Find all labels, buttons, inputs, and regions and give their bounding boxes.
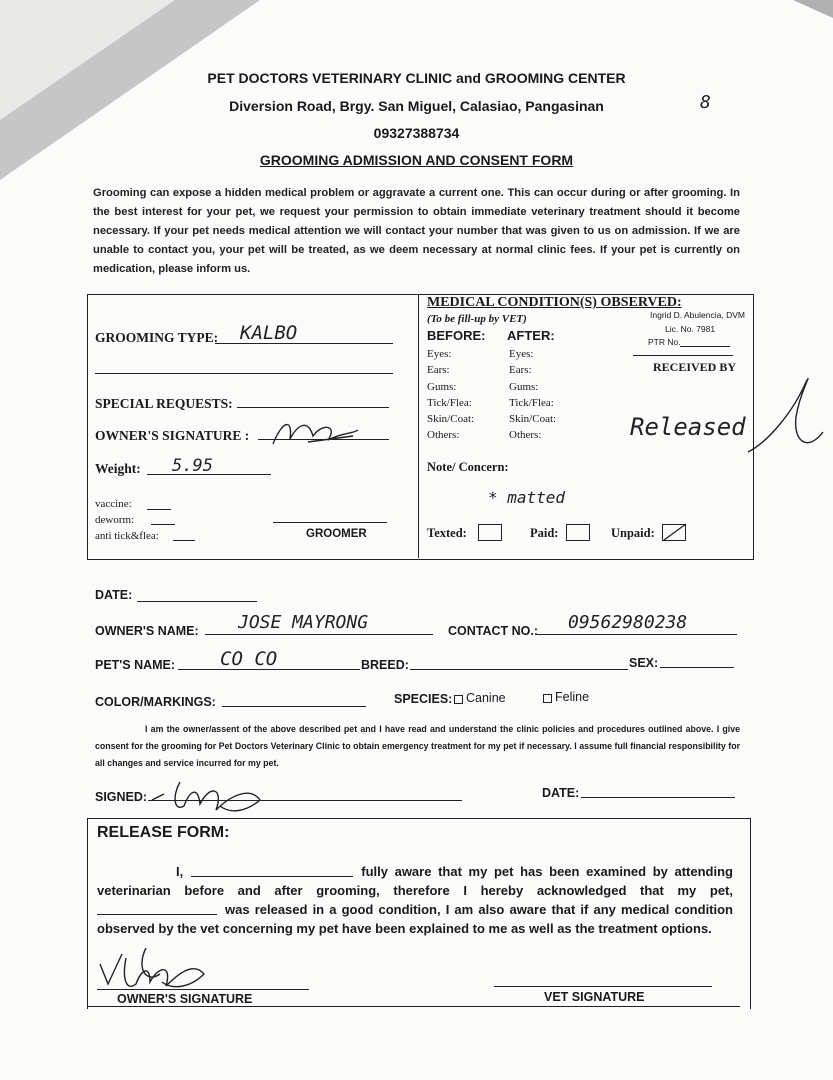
release-i: I, (176, 864, 184, 879)
owner-sig-line[interactable] (97, 989, 309, 990)
received-line (633, 355, 733, 356)
anti-tick-line[interactable] (173, 540, 195, 541)
release-line-2: veterinarian before and after grooming, therefore I hereby acknowledged that my pet, (97, 883, 733, 898)
deworm-label: deworm: (95, 514, 135, 526)
owner-signature-mark (268, 414, 364, 450)
release-line1-text: fully aware that my pet has been examined by attending (361, 864, 733, 879)
clinic-address: Diversion Road, Brgy. San Miguel, Calasiao, Pangasinan (229, 98, 604, 114)
paid-checkbox[interactable] (566, 524, 590, 541)
before-skin[interactable]: Skin/Coat: (427, 413, 475, 426)
groomer-label: GROOMER (306, 528, 367, 540)
sex-label: SEX: (629, 656, 659, 670)
release-line-4: observed by the vet concerning my pet have been explained to me as well as the treatment options. (97, 921, 712, 936)
unpaid-check-mark (662, 522, 688, 542)
date2-line[interactable] (581, 797, 735, 798)
release-line3-text: was released in a good condition, I am also aware that if any medical condition (225, 902, 733, 917)
canine-checkbox[interactable] (454, 695, 463, 704)
date-line[interactable] (137, 601, 257, 602)
breed-label: BREED: (361, 658, 409, 672)
owner-name-value[interactable]: JOSE MAYRONG (238, 612, 369, 633)
after-gums[interactable]: Gums: (509, 380, 539, 393)
vet-sig-label: VET SIGNATURE (544, 990, 645, 1004)
weight-label: Weight: (95, 461, 141, 476)
special-requests-line[interactable] (237, 407, 389, 408)
vet-ptr: PTR No. (648, 337, 681, 347)
before-ears[interactable]: Ears: (427, 364, 450, 377)
grooming-type-value[interactable]: KALBO (240, 322, 298, 344)
date-label: DATE: (95, 588, 133, 602)
sex-line[interactable] (660, 667, 734, 668)
before-tick[interactable]: Tick/Flea: (427, 396, 472, 409)
feline-checkbox[interactable] (543, 694, 552, 703)
release-line-1 (97, 862, 733, 881)
grooming-type-label: GROOMING TYPE: (95, 330, 219, 345)
after-ears[interactable]: Ears: (509, 364, 532, 377)
before-eyes[interactable]: Eyes: (427, 348, 452, 360)
owner-name-label: OWNER'S NAME: (95, 624, 199, 638)
note-value[interactable]: * matted (488, 488, 566, 507)
after-others[interactable]: Others: (509, 429, 542, 442)
contact-line[interactable] (537, 634, 737, 635)
page-mark: 8 (700, 92, 711, 113)
after-eyes[interactable]: Eyes: (509, 348, 534, 360)
breed-line[interactable] (410, 669, 628, 670)
received-flourish (738, 372, 828, 464)
pet-name-label: PET'S NAME: (95, 658, 176, 672)
vet-name: Ingrid D. Abulencia, DVM (650, 310, 745, 320)
release-line-3 (97, 900, 733, 919)
unpaid-label: Unpaid: (611, 526, 655, 540)
received-signature: Released (630, 413, 746, 441)
before-others[interactable]: Others: (427, 429, 460, 442)
vaccine-line[interactable] (147, 509, 171, 510)
before-gums[interactable]: Gums: (427, 380, 457, 393)
contact-label: CONTACT NO.: (448, 624, 539, 638)
groomer-line[interactable] (273, 522, 387, 523)
signed-signature-mark (150, 776, 274, 818)
owner-sig-label: OWNER'S SIGNATURE (117, 992, 253, 1006)
pet-name-value[interactable]: CO CO (220, 648, 278, 670)
form-title: GROOMING ADMISSION AND CONSENT FORM (259, 152, 574, 168)
ptr-line (680, 346, 730, 347)
clinic-name: PET DOCTORS VETERINARY CLINIC and GROOMING CENTER (207, 70, 626, 86)
after-skin[interactable]: Skin/Coat: (509, 413, 557, 426)
color-label: COLOR/MARKINGS: (95, 695, 216, 709)
release-bottom-line (87, 1006, 740, 1007)
intro-paragraph: Grooming can expose a hidden medical problem or aggravate a current one. This can occur during or after grooming. In the best interest for your pet, we request your permission to obtain immediate veterinary treatment should it become necessary. If your pet needs medical attention we will contact your number that was given to us on admission. If we are unable to contact you, your pet will be treated, as we deem necessary at normal clinic fees. If your pet is currently on medication, please inform us. (93, 187, 740, 275)
owner-name-line[interactable] (205, 634, 433, 635)
medical-subtitle: (To be fill-up by VET) (427, 313, 527, 325)
vet-sig-line[interactable] (494, 986, 712, 987)
release-pet-line[interactable] (97, 914, 217, 915)
vet-license: Lic. No. 7981 (665, 324, 716, 334)
note-label: Note/ Concern: (427, 460, 509, 474)
consent-paragraph: I am the owner/assent of the above described pet and I have read and understand the clinic policies and procedures outlined above. I give consent for the grooming for Pet Doctors Veterinary Clinic to obtain emergency treatment for my pet if necessary. I assume full financial responsibility for all changes and service incurred for my pet. (95, 724, 740, 768)
date2-label: DATE: (542, 786, 580, 800)
deworm-line[interactable] (151, 524, 175, 525)
color-line[interactable] (222, 706, 366, 707)
species-label: SPECIES: (394, 692, 453, 706)
medical-title: MEDICAL CONDITION(S) OBSERVED: (427, 295, 682, 310)
clinic-phone: 09327388734 (373, 125, 460, 141)
blank-line (95, 373, 393, 374)
release-paragraph (97, 862, 733, 938)
texted-label: Texted: (427, 526, 467, 540)
corner-mark (793, 0, 833, 18)
texted-checkbox[interactable] (478, 524, 502, 541)
after-label: AFTER: (507, 328, 555, 343)
release-name-line[interactable] (191, 876, 353, 877)
canine-label: Canine (466, 691, 506, 705)
before-label: BEFORE: (427, 328, 486, 343)
before-checklist (427, 346, 474, 444)
paid-label: Paid: (530, 526, 559, 540)
after-tick[interactable]: Tick/Flea: (509, 396, 554, 409)
vaccine-label: vaccine: (95, 498, 132, 510)
feline-label: Feline (555, 690, 590, 704)
anti-tick-label: anti tick&flea: (95, 530, 159, 542)
release-title: RELEASE FORM: (97, 824, 230, 841)
owner-signature-label: OWNER'S SIGNATURE : (95, 428, 250, 443)
weight-value[interactable]: 5.95 (172, 456, 213, 476)
received-by-label: RECEIVED BY (653, 360, 737, 374)
signed-label: SIGNED: (95, 790, 148, 804)
special-requests-label: SPECIAL REQUESTS: (95, 396, 233, 411)
contact-value[interactable]: 09562980238 (568, 612, 688, 633)
box-divider (418, 294, 419, 558)
after-checklist (509, 346, 556, 444)
